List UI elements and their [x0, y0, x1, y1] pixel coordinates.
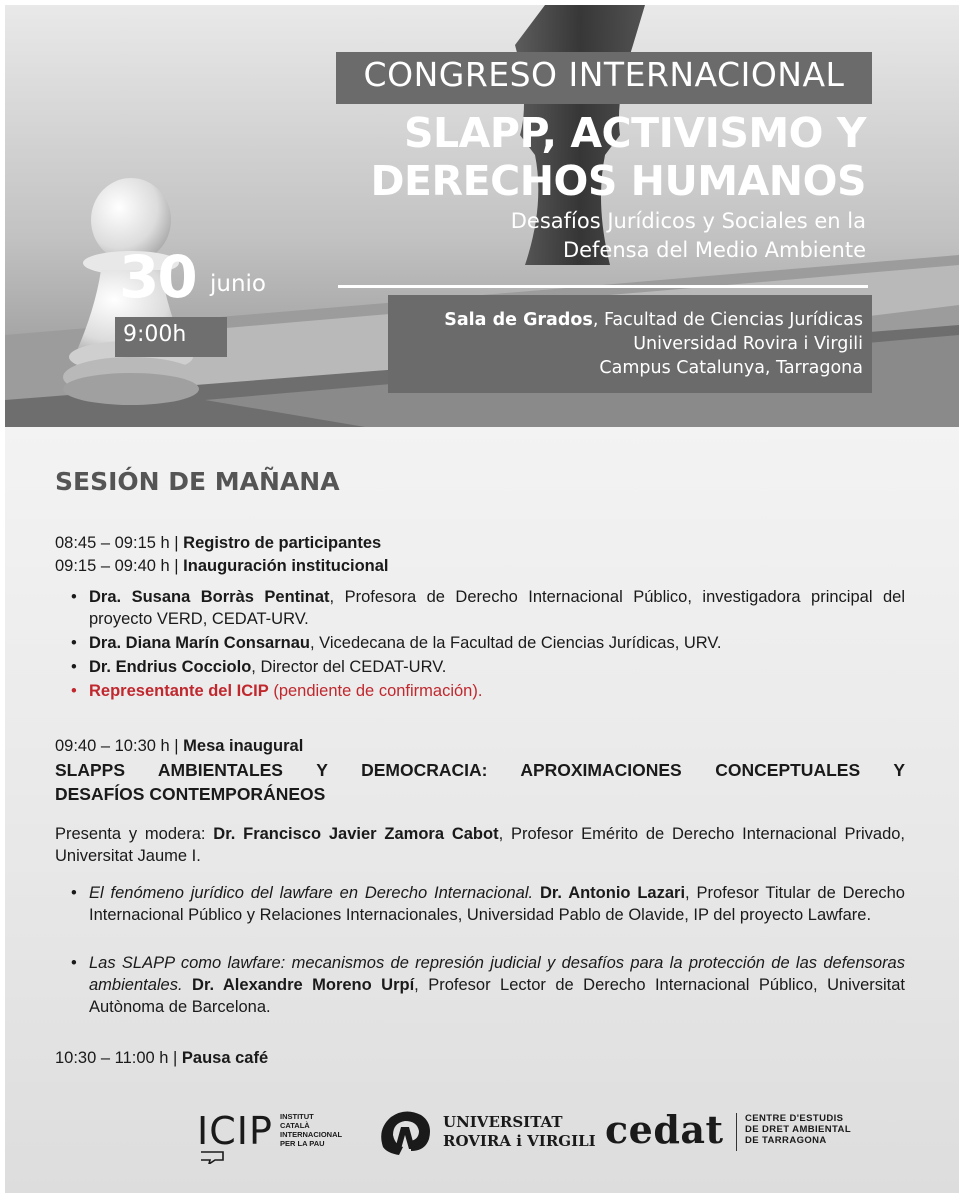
- icip-logo: ICIP: [197, 1109, 273, 1153]
- event-title-line-2: DERECHOS HUMANOS: [370, 157, 866, 205]
- schedule-item-break: [55, 1047, 268, 1069]
- talk-list-item: [71, 882, 905, 926]
- speaker-name: Dra. Susana Borràs Pentinat: [89, 588, 330, 606]
- talk-list-item: [71, 952, 905, 1018]
- bullet-icon: •: [71, 658, 77, 676]
- speaker-description: , Profesora de Derecho Internacional Público, investigadora principal del proyecto VERD, CEDAT-URV.: [89, 588, 905, 628]
- bullet-icon: •: [71, 954, 77, 972]
- urv-logo-text: UNIVERSITAT ROVIRA i VIRGILI: [443, 1113, 596, 1150]
- speaker-description: , Director del CEDAT-URV.: [251, 658, 447, 676]
- header-divider: [338, 285, 868, 288]
- talk-title: El fenómeno jurídico del lawfare en Derecho Internacional.: [89, 884, 534, 902]
- speaker-list-item: [71, 586, 905, 630]
- schedule-time: 10:30 – 11:00 h |: [55, 1049, 182, 1067]
- event-title-line-1: SLAPP, ACTIVISMO Y: [404, 109, 866, 157]
- mesa-moderator: [55, 823, 905, 867]
- venue-line-2: Universidad Rovira i Virgili: [633, 334, 863, 354]
- schedule-label: Registro de participantes: [183, 534, 382, 552]
- schedule-time: 09:40 – 10:30 h |: [55, 737, 184, 755]
- speaker-list-item: [71, 632, 905, 654]
- venue-faculty: , Facultad de Ciencias Jurídicas: [592, 310, 863, 330]
- speaker-list-item-pending: [71, 680, 905, 702]
- bullet-icon: •: [71, 634, 77, 652]
- venue-room: Sala de Grados: [444, 310, 593, 330]
- schedule-time: 08:45 – 09:15 h |: [55, 534, 184, 552]
- moderator-name: Dr. Francisco Javier Zamora Cabot: [213, 825, 499, 843]
- mesa-title-line-2: DESAFÍOS CONTEMPORÁNEOS: [55, 784, 326, 804]
- schedule-item-inauguration: [55, 555, 389, 577]
- schedule-label: Inauguración institucional: [183, 557, 389, 575]
- speaker-list-item: [71, 656, 905, 678]
- icip-speech-tail-icon: [201, 1150, 231, 1164]
- speaker-description: (pendiente de confirmación).: [268, 682, 483, 700]
- schedule-item-registration: [55, 532, 381, 554]
- bullet-icon: •: [71, 682, 77, 700]
- moderator-description: , Profesor Emérito de Derecho Internacional Privado, Universitat Jaume I.: [55, 825, 906, 865]
- program-body: [5, 427, 959, 1193]
- mesa-title-line-1: SLAPPS AMBIENTALES Y DEMOCRACIA: APROXIMACIONES CONCEPTUALES Y: [55, 760, 905, 780]
- header-photo: [5, 5, 959, 427]
- speaker-description: , Vicedecana de la Facultad de Ciencias Jurídicas, URV.: [309, 634, 722, 652]
- venue-line-1: [444, 310, 863, 330]
- event-time: 9:00h: [123, 322, 187, 347]
- event-poster: [5, 5, 959, 1193]
- urv-emblem-icon: [375, 1107, 437, 1157]
- event-subtitle-line-2: Defensa del Medio Ambiente: [562, 238, 866, 262]
- venue-line-3: Campus Catalunya, Tarragona: [599, 358, 863, 378]
- talk-speaker: Dr. Antonio Lazari: [539, 884, 686, 902]
- bullet-icon: •: [71, 884, 77, 902]
- schedule-label: Pausa café: [181, 1049, 269, 1067]
- speaker-name: Dra. Diana Marín Consarnau: [89, 634, 310, 652]
- talk-description: , Profesor Titular de Derecho Internacional Público y Relaciones Internacionales, Universidad Pablo de Olavide, IP del proyecto Lawfare.: [89, 884, 905, 924]
- talk-speaker: Dr. Alexandre Moreno Urpí: [192, 976, 415, 994]
- session-title: SESIÓN DE MAÑANA: [55, 467, 340, 496]
- cedat-logo-divider: [736, 1113, 737, 1151]
- icip-logo-caption: INSTITUT CATALÀ INTERNACIONAL PER LA PAU: [280, 1112, 343, 1148]
- event-month: junio: [210, 271, 267, 297]
- schedule-item-mesa: [55, 735, 303, 757]
- speaker-name: Representante del ICIP: [89, 682, 269, 700]
- bullet-icon: •: [71, 588, 77, 606]
- moderator-prefix: Presenta y modera:: [55, 825, 214, 843]
- schedule-time: 09:15 – 09:40 h |: [55, 557, 184, 575]
- talk-title: Las SLAPP como lawfare: mecanismos de represión judicial y desafíos para la protección de las defensoras ambientales.: [89, 954, 905, 994]
- event-subtitle-line-1: Desafíos Jurídicos y Sociales en la: [510, 209, 866, 233]
- congress-label: CONGRESO INTERNACIONAL: [363, 55, 845, 94]
- cedat-logo-caption: CENTRE D'ESTUDIS DE DRET AMBIENTAL DE TARRAGONA: [745, 1113, 852, 1146]
- event-day: 30: [119, 243, 196, 311]
- cedat-logo: cedat: [605, 1107, 724, 1152]
- speaker-name: Dr. Endrius Cocciolo: [89, 658, 252, 676]
- talk-description: , Profesor Lector de Derecho Internacional Público, Universitat Autònoma de Barcelona.: [89, 976, 906, 1016]
- schedule-label: Mesa inaugural: [183, 737, 304, 755]
